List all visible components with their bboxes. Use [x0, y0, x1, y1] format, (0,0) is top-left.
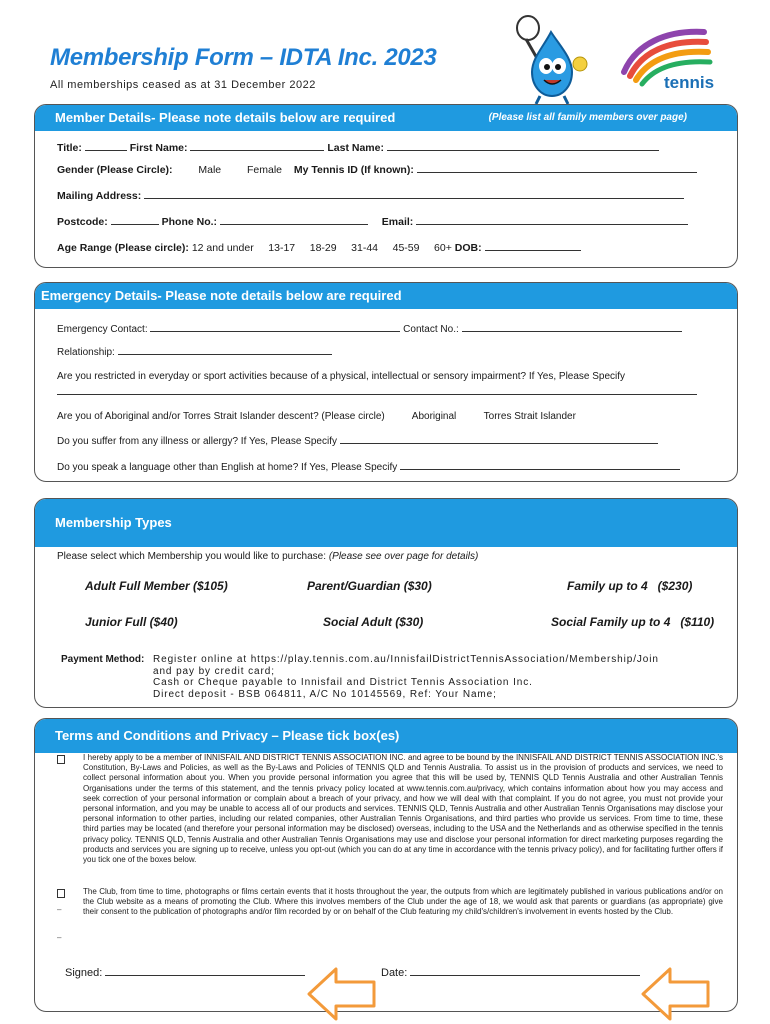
phone-label: Phone No.:	[161, 216, 218, 228]
mailing-address-field[interactable]	[144, 189, 684, 199]
mailing-address-label: Mailing Address:	[57, 190, 142, 202]
gender-label: Gender (Please Circle):	[57, 164, 173, 176]
emergency-details-section	[34, 282, 738, 482]
dob-label: DOB:	[454, 242, 482, 254]
payment-credit-card: and pay by credit card;	[153, 665, 275, 677]
arrow-left-icon	[640, 966, 712, 1022]
payment-methods	[153, 654, 659, 700]
dot-marker: –	[57, 933, 62, 942]
emergency-contact-label: Emergency Contact:	[57, 324, 148, 335]
member-details-header	[35, 105, 737, 131]
payment-row	[61, 654, 144, 665]
arrow-left-icon	[306, 966, 378, 1022]
postcode-label: Postcode:	[57, 216, 108, 228]
date-row	[381, 966, 640, 979]
last-name-label: Last Name:	[327, 142, 384, 154]
dot-marker: –	[57, 905, 62, 914]
language-row	[57, 460, 680, 473]
illness-row	[57, 434, 658, 447]
payment-method-label: Payment Method:	[61, 654, 145, 665]
payment-direct-deposit: Direct deposit - BSB 064811, A/C No 10145569, Ref: Your Name;	[153, 688, 497, 700]
gender-male-option[interactable]: Male	[198, 164, 222, 176]
email-label: Email:	[381, 216, 414, 228]
member-details-section	[34, 104, 738, 268]
age-row	[57, 241, 581, 254]
form-subtitle: All memberships ceased as at 31 December 2022	[50, 79, 316, 91]
signed-row	[65, 966, 305, 979]
tennis-australia-logo	[606, 24, 730, 92]
email-field[interactable]	[416, 215, 688, 225]
gender-row	[57, 163, 697, 176]
date-field[interactable]	[410, 966, 640, 976]
option-adult-full[interactable]: Adult Full Member ($105)	[85, 579, 228, 593]
emergency-contact-field[interactable]	[150, 322, 400, 332]
terms-header	[35, 719, 737, 753]
aboriginal-option[interactable]: Aboriginal	[411, 411, 457, 422]
date-label: Date:	[381, 967, 408, 979]
illness-question: Do you suffer from any illness or allergy? If Yes, Please Specify	[57, 436, 337, 447]
mailing-row	[57, 189, 684, 202]
payment-cash-cheque: Cash or Cheque payable to Innisfail and District Tennis Association Inc.	[153, 677, 533, 688]
privacy-consent-checkbox[interactable]	[57, 755, 65, 764]
membership-instruction-note: (Please see over page for details)	[328, 551, 479, 562]
emergency-contact-row	[57, 322, 682, 335]
torres-strait-option[interactable]: Torres Strait Islander	[483, 411, 576, 422]
first-name-label: First Name:	[129, 142, 188, 154]
option-family[interactable]: Family up to 4 ($230)	[567, 579, 693, 593]
privacy-terms-text: I hereby apply to be a member of INNISFAIL AND DISTRICT TENNIS ASSOCIATION INC. and agree to be bound by the INNISFAIL AND DISTRICT TENNIS ASSOCIATION INC.'s Constitution, By-Laws and Policies, as well as the By-Laws and Policies of TENNIS QLD and Tennis Australia. To assist us in the provision of products and services, we need to collect personal information about you. When you provide personal information you agree that this will be used by, TENNIS QLD Tennis Australia and other Australian Tennis Organisations under the terms of this statement, and the tennis privacy policy located at www.tennis.com.au/privacy, which contains information about how you may access and seek correction of your personal information or complain about a breach of your privacy, and how we will deal with that complaint. If you do not agree, you must not provide your personal information, and you may be unable to access all of our products and services. TENNIS QLD, Tennis Australia and other Australian Tennis Organisations may disclose your personal information to other parties, including our related companies, other Australian Tennis Organisations, and third parties who provide us services. From time to time, these third parties may be located (and therefore your personal information may be disclosed) overseas, including to the USA and the Netherlands and as otherwise specified in the tennis privacy policy. TENNIS QLD, Tennis Australia and other Australian Tennis Organisations may use and disclose your personal information for direct marketing purposes regarding the products and services you are signing up to receive, unless you opt-out (which you can do at any time in accordance with the tennis privacy policy), and for facilitating further offers if you tick one of the boxes below.	[83, 753, 723, 865]
photo-consent-checkbox[interactable]	[57, 889, 65, 898]
illness-field[interactable]	[340, 434, 658, 444]
membership-types-section	[34, 498, 738, 708]
signed-label: Signed:	[65, 967, 103, 979]
member-details-heading: Member Details- Please note details below are required	[55, 110, 396, 125]
title-label: Title:	[57, 142, 82, 154]
membership-types-heading: Membership Types	[55, 515, 172, 530]
phone-field[interactable]	[220, 215, 368, 225]
form-title: Membership Form – IDTA Inc. 2023	[50, 44, 437, 71]
tennis-id-label: My Tennis ID (If known):	[293, 164, 414, 176]
tennis-logo-text: tennis	[664, 73, 715, 92]
emergency-contact-no-field[interactable]	[462, 322, 682, 332]
age-range-options[interactable]: 12 and under 13-17 18-29 31-44 45-59 60+	[191, 242, 452, 254]
tennis-id-field[interactable]	[417, 163, 697, 173]
option-social-adult[interactable]: Social Adult ($30)	[323, 615, 424, 629]
emergency-contact-no-label: Contact No.:	[403, 324, 459, 335]
last-name-field[interactable]	[387, 141, 659, 151]
membership-types-header	[35, 499, 737, 547]
terms-heading: Terms and Conditions and Privacy – Please tick box(es)	[55, 728, 400, 743]
option-junior-full[interactable]: Junior Full ($40)	[85, 615, 178, 629]
restricted-answer-field[interactable]	[57, 394, 697, 395]
emergency-details-header	[35, 283, 737, 309]
membership-instruction-row	[57, 551, 478, 562]
age-range-label: Age Range (Please circle):	[57, 242, 189, 254]
first-name-field[interactable]	[190, 141, 324, 151]
gender-female-option[interactable]: Female	[247, 164, 283, 176]
language-field[interactable]	[400, 460, 680, 470]
signature-field[interactable]	[105, 966, 305, 976]
emergency-details-heading: Emergency Details- Please note details below are required	[41, 288, 402, 303]
restricted-question: Are you restricted in everyday or sport activities because of a physical, intellectual or sensory impairment? If Yes, Please Specify	[57, 371, 626, 382]
aboriginal-question: Are you of Aboriginal and/or Torres Strait Islander descent? (Please circle)	[57, 411, 385, 422]
dob-field[interactable]	[485, 241, 581, 251]
relationship-row	[57, 345, 332, 358]
aboriginal-row	[57, 411, 576, 422]
contact-row	[57, 215, 688, 228]
option-social-family[interactable]: Social Family up to 4 ($110)	[551, 615, 715, 629]
membership-instruction: Please select which Membership you would like to purchase:	[57, 551, 327, 562]
postcode-field[interactable]	[111, 215, 159, 225]
terms-section	[34, 718, 738, 1012]
title-field[interactable]	[85, 141, 127, 151]
family-members-note: (Please list all family members over page)	[488, 112, 687, 123]
payment-online-link[interactable]: Register online at https://play.tennis.com.au/InnisfailDistrictTennisAssociation/Membership/Join	[153, 654, 659, 665]
relationship-label: Relationship:	[57, 347, 115, 358]
language-question: Do you speak a language other than English at home? If Yes, Please Specify	[57, 462, 398, 473]
relationship-field[interactable]	[118, 345, 332, 355]
option-parent-guardian[interactable]: Parent/Guardian ($30)	[307, 579, 432, 593]
tennis-ball-mascot-icon	[506, 14, 596, 106]
name-row	[57, 141, 659, 154]
photo-consent-text: The Club, from time to time, photographs or films certain events that it hosts throughout the year, the outputs from which are legitimately published in various publications and/or on the Club website as a means of promoting the Club. Where this involves members of the Club under the age of 18, we would ask that parents or guardians (as appropriate) give their consent to the publication of photographs and/or film recorded by or on behalf of the Club featuring my child's/children's involvement in events hosted by the Club.	[83, 887, 723, 917]
